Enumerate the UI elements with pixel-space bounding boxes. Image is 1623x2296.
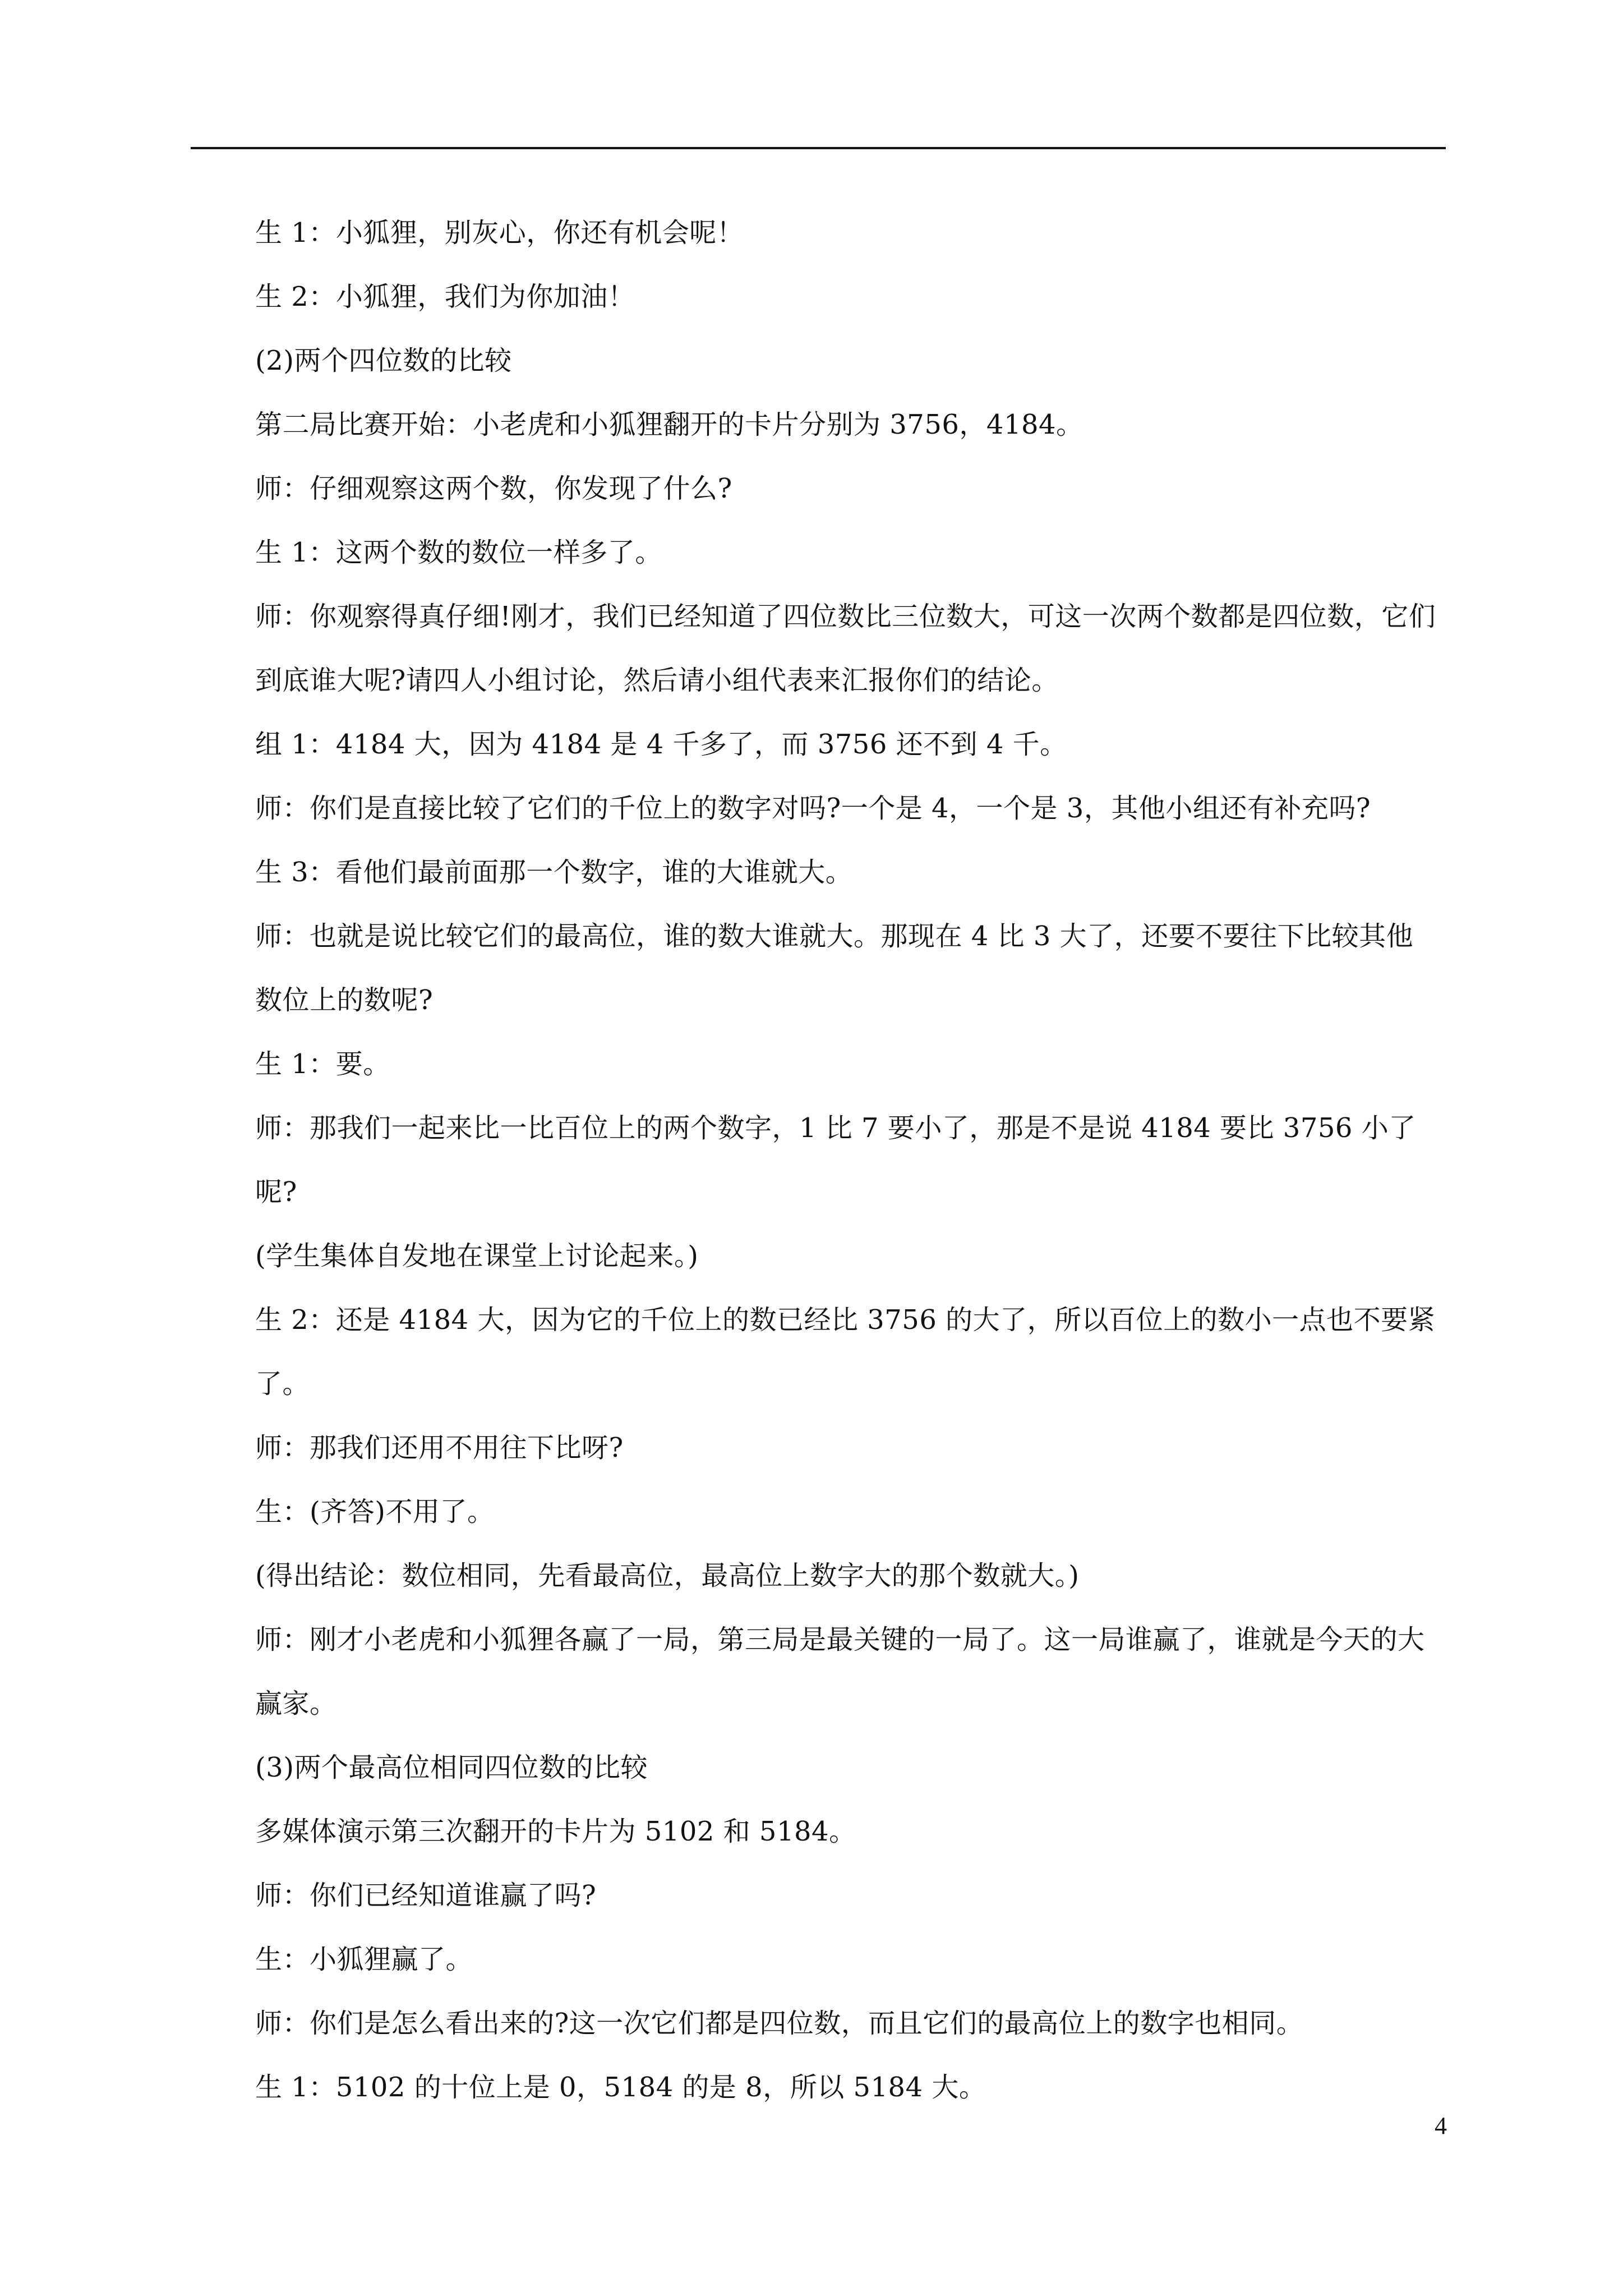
section-heading: (3)两个最高位相同四位数的比较: [255, 1752, 648, 1783]
paragraph: 生 2：还是 4184 大，因为它的千位上的数已经比 3756 的大了，所以百位上的数小一点也不要紧了。: [255, 1304, 1436, 1400]
paragraph: 生 1：要。: [255, 1048, 390, 1080]
paragraph: 师：那我们一起来比一比百位上的两个数字，1 比 7 要小了，那是不是说 4184 要比 3756 小了呢?: [255, 1112, 1416, 1208]
paragraph: 生 1：小狐狸，别灰心，你还有机会呢！: [255, 217, 744, 249]
paragraph: (学生集体自发地在课堂上讨论起来。): [255, 1240, 699, 1272]
paragraph: 组 1：4184 大，因为 4184 是 4 千多了，而 3756 还不到 4 千。: [255, 729, 1067, 760]
paragraph: 师：你们是怎么看出来的?这一次它们都是四位数，而且它们的最高位上的数字也相同。: [255, 2008, 1304, 2039]
paragraph: 生：(齐答)不用了。: [255, 1496, 495, 1527]
paragraph: 生 3：看他们最前面那一个数字，谁的大谁就大。: [255, 857, 853, 888]
paragraph: 生 1：5102 的十位上是 0，5184 的是 8，所以 5184 大。: [255, 2072, 986, 2103]
paragraph: (得出结论：数位相同，先看最高位，最高位上数字大的那个数就大。): [255, 1560, 1080, 1591]
paragraph: 师：那我们还用不用往下比呀?: [255, 1432, 624, 1464]
paragraph: 生：小狐狸赢了。: [255, 1944, 473, 1975]
page-content: [255, 201, 1438, 2119]
page-number: 4: [1435, 2112, 1447, 2139]
header-rule: [191, 147, 1446, 149]
paragraph: 师：你们已经知道谁赢了吗?: [255, 1880, 597, 1911]
paragraph: 师：你们是直接比较了它们的千位上的数字对吗?一个是 4，一个是 3，其他小组还有补充吗?: [255, 793, 1371, 824]
paragraph: 生 1：这两个数的数位一样多了。: [255, 537, 662, 568]
paragraph: 生 2：小狐狸，我们为你加油！: [255, 281, 635, 312]
paragraph: 师：你观察得真仔细!刚才，我们已经知道了四位数比三位数大，可这一次两个数都是四位数，它们到底谁大呢?请四人小组讨论，然后请小组代表来汇报你们的结论。: [255, 601, 1436, 696]
section-heading: (2)两个四位数的比较: [255, 345, 512, 376]
paragraph: 师：仔细观察这两个数，你发现了什么?: [255, 473, 732, 504]
paragraph: 师：刚才小老虎和小狐狸各赢了一局，第三局是最关键的一局了。这一局谁赢了，谁就是今天的大赢家。: [255, 1624, 1425, 1719]
paragraph: 第二局比赛开始：小老虎和小狐狸翻开的卡片分别为 3756，4184。: [255, 409, 1083, 440]
paragraph: 多媒体演示第三次翻开的卡片为 5102 和 5184。: [255, 1816, 856, 1847]
paragraph: 师：也就是说比较它们的最高位，谁的数大谁就大。那现在 4 比 3 大了，还要不要往下比较其他数位上的数呢?: [255, 921, 1414, 1016]
